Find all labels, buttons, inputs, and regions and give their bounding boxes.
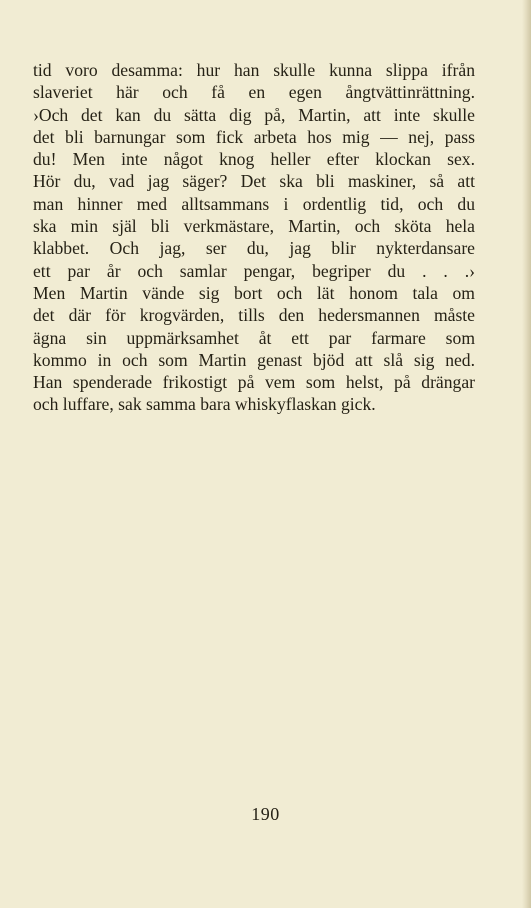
text-line: klabbet. Och jag, ser du, jag blir nykterdansare — [33, 238, 475, 259]
page-edge-shadow — [522, 0, 531, 908]
text-line: Men Martin vände sig bort och lät honom tala om — [33, 282, 475, 303]
body-text — [33, 59, 475, 416]
text-line: ett par år och samlar pengar, begriper du . . .› — [33, 260, 475, 281]
text-line: det där för krogvärden, tills den hedersmannen måste — [33, 305, 475, 326]
text-line: ska min själ bli verkmästare, Martin, och sköta hela — [33, 216, 475, 237]
page-number: 190 — [251, 804, 280, 824]
text-line: Han spenderade frikostigt på vem som helst, på drängar — [33, 372, 475, 393]
text-line: Hör du, vad jag säger? Det ska bli maskiner, så att — [33, 171, 475, 192]
text-line: du! Men inte något knog heller efter klockan sex. — [33, 149, 475, 170]
text-line: man hinner med alltsammans i ordentlig tid, och du — [33, 193, 475, 214]
text-line: ägna sin uppmärksamhet åt ett par farmare som — [33, 327, 475, 348]
text-line: kommo in och som Martin genast bjöd att slå sig ned. — [33, 349, 475, 370]
text-line: slaveriet här och få en egen ångtvättinrättning. — [33, 82, 475, 103]
text-line: ›Och det kan du sätta dig på, Martin, att inte skulle — [33, 104, 475, 125]
text-line-last: och luffare, sak samma bara whiskyflaskan gick. — [33, 394, 376, 415]
text-line: det bli barnungar som fick arbeta hos mig — nej, pass — [33, 126, 475, 147]
text-line: tid voro desamma: hur han skulle kunna slippa ifrån — [33, 60, 475, 80]
